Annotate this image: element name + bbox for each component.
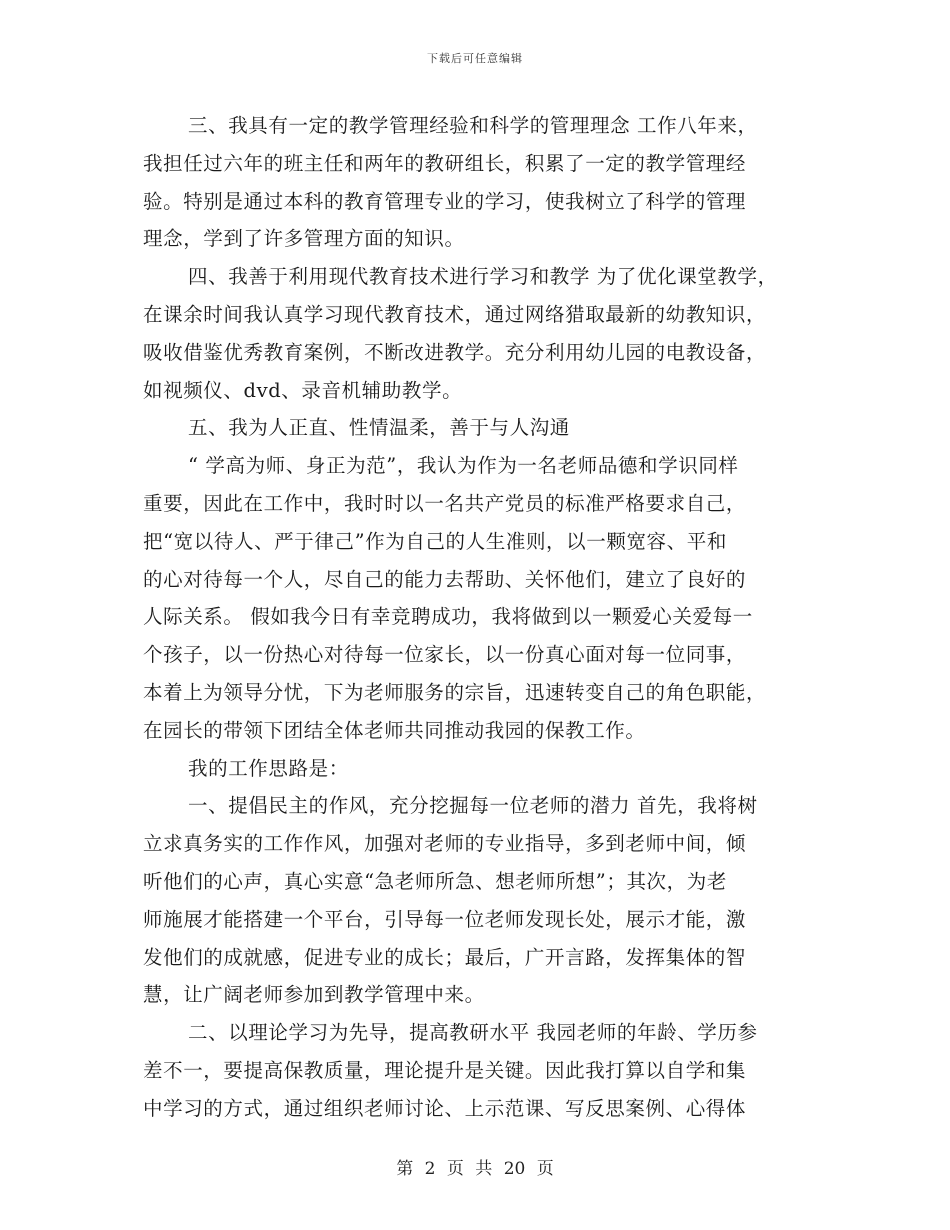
text-line: 立求真务实的工作作风，加强对老师的专业指导，多到老师中间，倾 bbox=[143, 832, 747, 856]
text-line: 差不一，要提高保教质量，理论提升是关键。因此我打算以自学和集 bbox=[143, 1058, 747, 1082]
text-line: 我的工作思路是： bbox=[188, 756, 349, 780]
text-line: 中学习的方式，通过组织老师讨论、上示范课、写反思案例、心得体 bbox=[143, 1096, 747, 1120]
text-line: 我担任过六年的班主任和两年的教研组长，积累了一定的教学管理经 bbox=[143, 151, 747, 175]
text-line: 一、提倡民主的作风，充分挖掘每一位老师的潜力 首先，我将树 bbox=[188, 794, 758, 818]
text-line: 四、我善于利用现代教育技术进行学习和教学 为了优化课堂教学， bbox=[188, 265, 778, 289]
page-number: 第 2 页 共 20 页 bbox=[396, 1159, 554, 1179]
text-line: 重要，因此在工作中，我时时以一名共产党员的标准严格要求自己， bbox=[143, 491, 747, 515]
document-body bbox=[143, 107, 811, 1128]
text-line: 验。特别是通过本科的教育管理专业的学习，使我树立了科学的管理 bbox=[143, 189, 747, 213]
text-line: 二、以理论学习为先导，提高教研水平 我园老师的年龄、学历参 bbox=[188, 1021, 758, 1045]
text-line: 的心对待每一个人，尽自己的能力去帮助、关怀他们，建立了良好的 bbox=[143, 567, 747, 591]
text-line: 在园长的带领下团结全体老师共同推动我园的保教工作。 bbox=[143, 718, 646, 742]
text-line: 人际关系。 假如我今日有幸竞聘成功，我将做到以一颗爱心关爱每一 bbox=[143, 605, 753, 629]
text-line: “ 学高为师、身正为范”，我认为作为一名老师品德和学识同样 bbox=[188, 454, 739, 478]
text-line: 本着上为领导分忧，下为老师服务的宗旨，迅速转变自己的角色职能， bbox=[143, 680, 767, 704]
text-line: 听他们的心声，真心实意“急老师所急、想老师所想”；其次，为老 bbox=[143, 869, 727, 893]
text-line: 师施展才能搭建一个平台，引导每一位老师发现长处，展示才能，激 bbox=[143, 907, 747, 931]
text-line: 吸收借鉴优秀教育案例，不断改进教学。充分利用幼儿园的电教设备， bbox=[143, 340, 767, 364]
text-line: 发他们的成就感，促进专业的成长；最后，广开言路，发挥集体的智 bbox=[143, 945, 747, 969]
text-line: 五、我为人正直、性情温柔，善于与人沟通 bbox=[188, 416, 570, 440]
text-line: 把“宽以待人、严于律己”作为自己的人生准则，以一颗宽容、平和 bbox=[143, 529, 727, 553]
text-line: 慧，让广阔老师参加到教学管理中来。 bbox=[143, 983, 485, 1007]
text-line: 在课余时间我认真学习现代教育技术，通过网络猎取最新的幼教知识， bbox=[143, 302, 767, 326]
page-header: 下载后可任意编辑 bbox=[427, 52, 523, 65]
text-line: 如视频仪、dvd、录音机辅助教学。 bbox=[143, 378, 463, 402]
text-line: 理念，学到了许多管理方面的知识。 bbox=[143, 227, 465, 251]
text-line: 个孩子，以一份热心对待每一位家长，以一份真心面对每一位同事， bbox=[143, 643, 747, 667]
text-line: 三、我具有一定的教学管理经验和科学的管理理念 工作八年来， bbox=[188, 114, 758, 137]
